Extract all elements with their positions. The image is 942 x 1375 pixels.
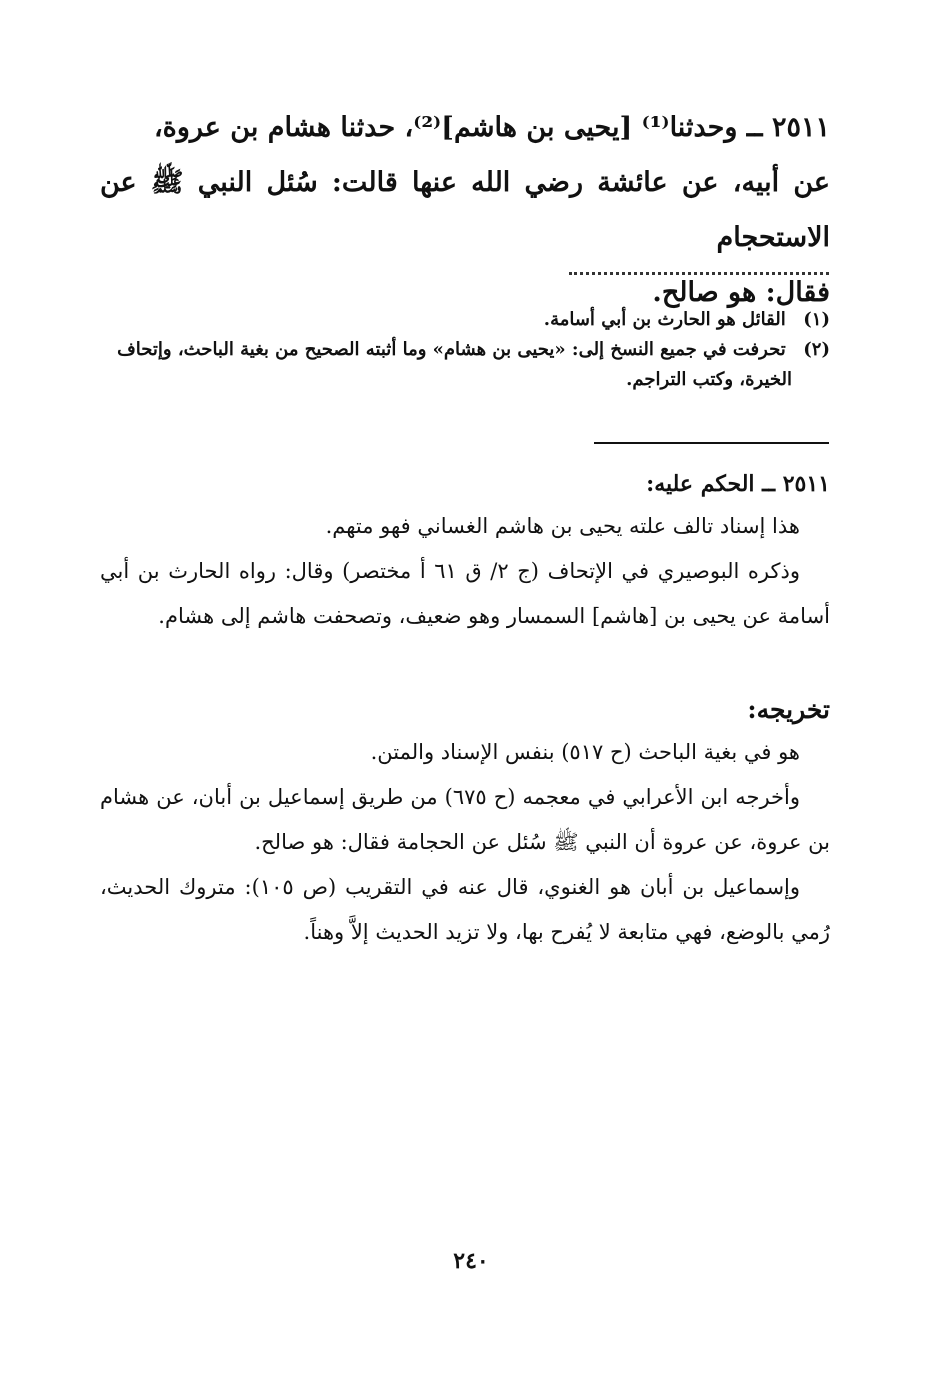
footnote-number: (٢)	[803, 339, 830, 360]
page-number: ٢٤٠	[453, 1248, 489, 1274]
footnotes	[100, 305, 830, 395]
footnote-number: (١)	[803, 309, 830, 330]
takhrij-paragraph: هو في بغية الباحث (ح ٥١٧) بنفس الإسناد والمتن.	[370, 740, 800, 764]
footnote-text: القائل هو الحارث بن أبي أسامة.	[543, 309, 786, 330]
ruling-title: ٢٥١١ ــ الحكم عليه:	[646, 471, 830, 497]
footnote-2	[100, 335, 830, 365]
takhrij-paragraph: وإسماعيل بن أبان هو الغنوي، قال عنه في التقريب (ص ١٠٥): متروك الحديث، رُمي بالوضع، فهي متابعة لا يُفرح بها، ولا تزيد الحديث إلاَّ وهناً.	[100, 875, 830, 944]
takhrij-title: تخريجه:	[747, 695, 830, 724]
footnote-separator-dots	[569, 272, 829, 285]
takhrij-paragraph: وأخرجه ابن الأعرابي في معجمه (ح ٦٧٥) من طريق إسماعيل بن أبان، عن هشام بن عروة، عن عروة أن النبي ﷺ سُئل عن الحجامة فقال: هو صالح.	[100, 785, 830, 854]
ruling-paragraph: وذكره البوصيري في الإتحاف (ج ٢/ ق ٦١ أ مختصر) وقال: رواه الحارث بن أبي أسامة عن يحيى بن [هاشم] السمسار وهو ضعيف، وتصحفت هاشم إلى هشام.	[100, 559, 830, 628]
hadith-line: ٢٥١١ ــ وحدثنا⁽¹⁾ [يحيى بن هاشم]⁽²⁾، حدثنا هشام بن عروة،	[153, 112, 830, 143]
hadith-text	[100, 100, 830, 320]
ruling-paragraph: هذا إسناد تالف علته يحيى بن هاشم الغساني فهو متهم.	[325, 514, 800, 538]
footnote-2-continuation: الخيرة، وكتب التراجم.	[626, 369, 792, 390]
hadith-line: فقال: هو صالح.	[652, 277, 830, 308]
hadith-line: عن أبيه، عن عائشة رضي الله عنها قالت: سُئل النبي ﷺ عن الاستحجام	[100, 167, 830, 253]
footnote-text: تحرفت في جميع النسخ إلى: «يحيى بن هشام» وما أثبته الصحيح من بغية الباحث، وإتحاف	[117, 339, 786, 360]
ruling-section	[100, 464, 830, 639]
section-divider	[594, 442, 829, 444]
footnote-1	[100, 305, 830, 335]
takhrij-section	[100, 690, 830, 955]
